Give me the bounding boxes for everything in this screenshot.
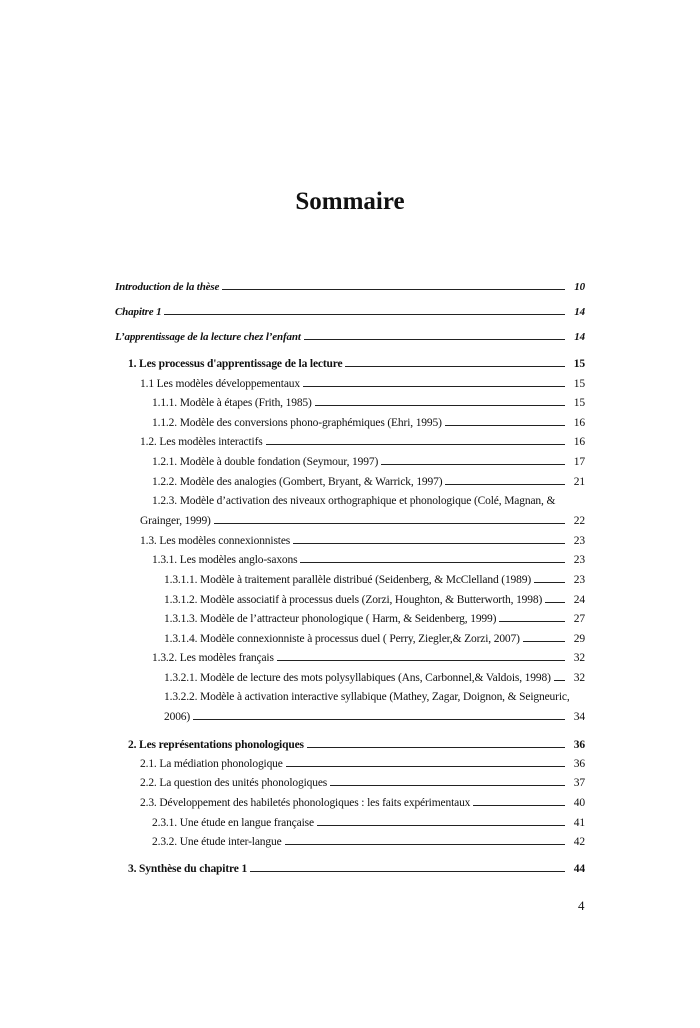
toc-page-number: 44 <box>573 863 585 875</box>
toc-entry-title: 1.2.3. Modèle d’activation des niveaux orthographique et phonologique (Colé, Magnan, & <box>152 495 556 507</box>
page-number: 4 <box>578 898 585 913</box>
toc-entry[interactable] <box>140 531 585 547</box>
dot-leader <box>300 561 565 563</box>
toc-entry-title: 1.1.2. Modèle des conversions phono-graphémiques (Ehri, 1995) <box>152 417 442 429</box>
toc-entry[interactable] <box>128 354 585 370</box>
toc-entry-title: 1.3.1.1. Modèle à traitement parallèle distribué (Seidenberg, & McClelland (1989) <box>164 574 532 586</box>
toc-entry[interactable] <box>164 687 585 703</box>
toc-entry-title: 2.1. La médiation phonologique <box>140 758 283 770</box>
dot-leader <box>534 581 565 583</box>
toc-entry-title: 1.1.1. Modèle à étapes (Frith, 1985) <box>152 397 312 409</box>
toc-entry[interactable] <box>140 432 585 448</box>
toc-page-number: 34 <box>573 711 585 723</box>
dot-leader <box>293 542 565 544</box>
toc-page-number: 16 <box>573 417 585 429</box>
toc-entry-title: 1.3. Les modèles connexionnistes <box>140 535 291 547</box>
toc-page-number: 17 <box>573 456 585 468</box>
dot-leader <box>545 601 565 603</box>
toc-entry-title: Introduction de la thèse <box>115 281 220 293</box>
dot-leader <box>193 718 565 720</box>
toc-entry-continuation[interactable] <box>140 511 585 527</box>
dot-leader <box>214 522 565 524</box>
toc-entry-title: 1. Les processus d'apprentissage de la lecture <box>128 358 343 370</box>
dot-leader <box>445 424 565 426</box>
toc-entry[interactable] <box>140 374 585 390</box>
toc-page-number: 32 <box>573 652 585 664</box>
toc-entry-title: 3. Synthèse du chapitre 1 <box>128 863 248 875</box>
toc-entry-title: 1.3.1.4. Modèle connexionniste à processus duel ( Perry, Ziegler,& Zorzi, 2007) <box>164 633 520 645</box>
toc-entry[interactable] <box>152 452 585 468</box>
dot-leader <box>304 338 565 340</box>
toc-entry[interactable] <box>140 773 585 789</box>
dot-leader <box>473 804 565 806</box>
toc-entry-title: L’apprentissage de la lecture chez l’enfant <box>115 331 301 343</box>
toc-page-number: 15 <box>573 358 585 370</box>
toc-entry-title-cont: Grainger, 1999) <box>140 515 211 527</box>
toc-entry[interactable] <box>152 413 585 429</box>
toc-entry-title: 1.3.1.3. Modèle de l’attracteur phonologique ( Harm, & Seidenberg, 1999) <box>164 613 497 625</box>
dot-leader <box>523 640 565 642</box>
toc-entry-title: 1.3.2.2. Modèle à activation interactive syllabique (Mathey, Zagar, Doignon, & Seigneuric, <box>164 691 570 703</box>
toc-entry[interactable] <box>115 327 585 343</box>
dot-leader <box>554 679 565 681</box>
toc-page-number: 21 <box>573 476 585 488</box>
toc-page-number: 16 <box>573 436 585 448</box>
dot-leader <box>303 385 565 387</box>
toc-page-number: 27 <box>573 613 585 625</box>
toc-entry[interactable] <box>152 550 585 566</box>
toc-entry-title: 2.3.2. Une étude inter-langue <box>152 836 282 848</box>
dot-leader <box>330 784 565 786</box>
toc-page-number: 42 <box>573 836 585 848</box>
toc-entry[interactable] <box>152 832 585 848</box>
toc-entry-title: 1.3.1.2. Modèle associatif à processus duels (Zorzi, Houghton, & Butterworth, 1998) <box>164 594 543 606</box>
toc-page-number: 10 <box>574 281 585 293</box>
dot-leader <box>445 483 565 485</box>
toc-page-number: 14 <box>574 331 585 343</box>
toc-entry-title: 1.2. Les modèles interactifs <box>140 436 263 448</box>
dot-leader <box>164 313 565 315</box>
toc-entry-title: 2.3. Développement des habiletés phonologiques : les faits expérimentaux <box>140 797 471 809</box>
dot-leader <box>286 765 565 767</box>
toc-entry-title: 1.2.1. Modèle à double fondation (Seymour, 1997) <box>152 456 379 468</box>
dot-leader <box>250 870 565 872</box>
toc-entry[interactable] <box>164 668 585 684</box>
toc-entry[interactable] <box>140 793 585 809</box>
toc-entry-title: 1.3.2. Les modèles français <box>152 652 274 664</box>
toc-entry-title: 2.2. La question des unités phonologiques <box>140 777 328 789</box>
toc-page-number: 36 <box>573 758 585 770</box>
toc-page-number: 37 <box>573 777 585 789</box>
dot-leader <box>307 746 565 748</box>
toc-entry[interactable] <box>128 735 585 751</box>
toc-page-number: 23 <box>573 574 585 586</box>
toc-page-number: 14 <box>574 306 585 318</box>
toc-page-number: 41 <box>573 817 585 829</box>
toc-entry[interactable] <box>164 609 585 625</box>
toc-page-number: 24 <box>573 594 585 606</box>
dot-leader <box>222 288 565 290</box>
toc-entry-title-cont: 2006) <box>164 711 191 723</box>
toc-entry-continuation[interactable] <box>164 707 585 723</box>
toc-entry[interactable] <box>140 754 585 770</box>
toc-page-number: 23 <box>573 554 585 566</box>
toc-entry[interactable] <box>128 859 585 875</box>
toc-page-number: 22 <box>573 515 585 527</box>
toc-page-number: 23 <box>573 535 585 547</box>
dot-leader <box>266 443 565 445</box>
toc-entry-title: 1.1 Les modèles développementaux <box>140 378 300 390</box>
toc-entry[interactable] <box>152 813 585 829</box>
dot-leader <box>315 404 565 406</box>
dot-leader <box>499 620 565 622</box>
toc-entry[interactable] <box>152 491 585 507</box>
toc-page-number: 36 <box>573 739 585 751</box>
toc-page-number: 15 <box>573 378 585 390</box>
toc-entry[interactable] <box>115 302 585 318</box>
dot-leader <box>317 824 565 826</box>
toc-entry[interactable] <box>164 629 585 645</box>
dot-leader <box>277 659 565 661</box>
toc-entry-title: 1.3.2.1. Modèle de lecture des mots polysyllabiques (Ans, Carbonnel,& Valdois, 1998) <box>164 672 551 684</box>
toc-entry-title: 2. Les représentations phonologiques <box>128 739 304 751</box>
dot-leader <box>285 843 565 845</box>
toc-entry[interactable] <box>152 393 585 409</box>
toc-entry[interactable] <box>152 648 585 664</box>
toc-entry-title: 2.3.1. Une étude en langue française <box>152 817 314 829</box>
toc-entry-title: 1.3.1. Les modèles anglo-saxons <box>152 554 298 566</box>
toc-page-number: 15 <box>573 397 585 409</box>
toc-entry-title: Chapitre 1 <box>115 306 162 318</box>
toc-page-number: 29 <box>573 633 585 645</box>
toc-entry-title: 1.2.2. Modèle des analogies (Gombert, Bryant, & Warrick, 1997) <box>152 476 443 488</box>
page-title: Sommaire <box>295 188 405 215</box>
dot-leader <box>345 365 565 367</box>
toc-entry[interactable] <box>164 570 585 586</box>
toc-entry[interactable] <box>164 590 585 606</box>
toc-page-number: 32 <box>573 672 585 684</box>
dot-leader <box>381 463 565 465</box>
toc-entry[interactable] <box>152 472 585 488</box>
toc-entry[interactable] <box>115 277 585 293</box>
toc-page-number: 40 <box>573 797 585 809</box>
